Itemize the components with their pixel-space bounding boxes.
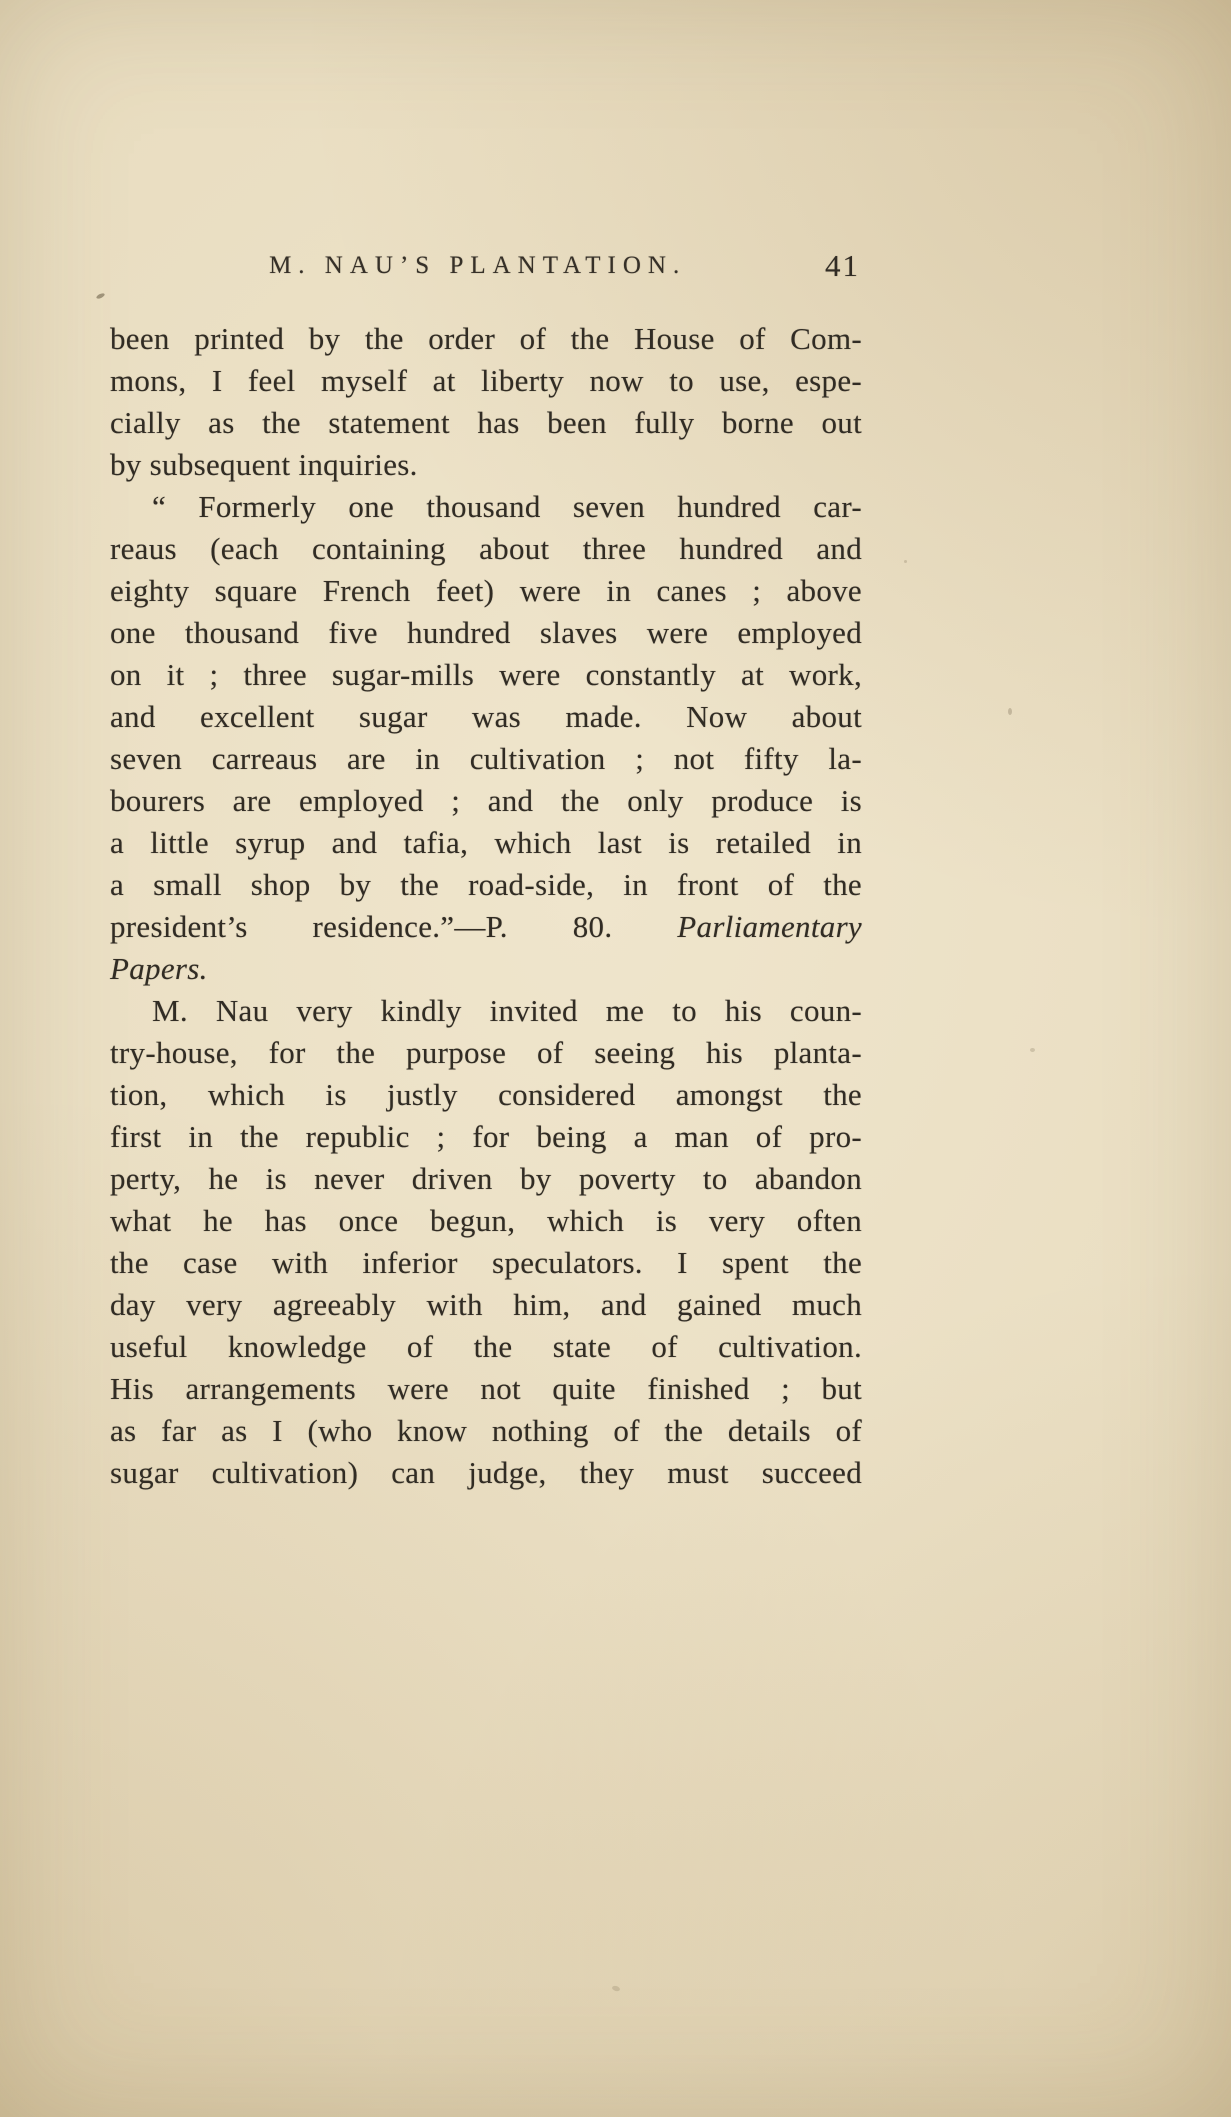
text-segment: as far as I (who know nothing of the details of [110, 1413, 862, 1448]
page-number: 41 [825, 248, 860, 283]
text-line [110, 1032, 862, 1074]
paper-speck [904, 560, 907, 563]
text-segment: been printed by the order of the House of Com- [110, 321, 862, 356]
text-line [110, 486, 862, 528]
text-line [110, 906, 862, 948]
text-line [110, 738, 862, 780]
text-segment: by subsequent inquiries. [110, 447, 418, 482]
text-segment: day very agreeably with him, and gained much [110, 1287, 862, 1322]
italic-text-segment: Parliamentary [677, 909, 862, 944]
text-segment: useful knowledge of the state of cultivation. [110, 1329, 862, 1364]
text-segment: on it ; three sugar-mills were constantly at work, [110, 657, 862, 692]
text-segment: president’s residence.”—P. 80. [110, 909, 678, 944]
text-segment: try-house, for the purpose of seeing his planta- [110, 1035, 862, 1070]
text-line [110, 822, 862, 864]
text-line [110, 1158, 862, 1200]
text-segment: a little syrup and tafia, which last is retailed in [110, 825, 862, 860]
running-header [110, 248, 862, 294]
text-line [110, 948, 862, 990]
text-line [110, 1410, 862, 1452]
text-line [110, 990, 862, 1032]
text-segment: and excellent sugar was made. Now about [110, 699, 862, 734]
text-segment: one thousand five hundred slaves were employed [110, 615, 862, 650]
text-line [110, 1284, 862, 1326]
text-segment: bourers are employed ; and the only produce is [110, 783, 862, 818]
body-text [110, 318, 862, 1494]
text-segment: sugar cultivation) can judge, they must succeed [110, 1455, 862, 1490]
text-line [110, 528, 862, 570]
text-line [110, 1200, 862, 1242]
text-segment: perty, he is never driven by poverty to abandon [110, 1161, 862, 1196]
text-segment: eighty square French feet) were in canes ; above [110, 573, 862, 608]
text-segment: the case with inferior speculators. I spent the [110, 1245, 862, 1280]
text-line [110, 696, 862, 738]
paper-speck [611, 1985, 620, 1992]
text-segment: mons, I feel myself at liberty now to use, espe- [110, 363, 862, 398]
paper-speck [1030, 1048, 1035, 1052]
text-line [110, 864, 862, 906]
text-line [110, 402, 862, 444]
running-header-title: M. NAU’S PLANTATION. [269, 252, 687, 279]
text-segment: reaus (each containing about three hundred and [110, 531, 862, 566]
text-line [110, 1326, 862, 1368]
text-line [110, 1368, 862, 1410]
text-line [110, 444, 862, 486]
text-segment: “ Formerly one thousand seven hundred car- [152, 489, 862, 524]
text-segment: a small shop by the road-side, in front of the [110, 867, 862, 902]
text-line [110, 1242, 862, 1284]
text-line [110, 1116, 862, 1158]
text-segment: first in the republic ; for being a man of pro- [110, 1119, 862, 1154]
text-line [110, 570, 862, 612]
text-segment: seven carreaus are in cultivation ; not fifty la- [110, 741, 862, 776]
text-line [110, 654, 862, 696]
text-line [110, 360, 862, 402]
text-line [110, 1452, 862, 1494]
text-block [110, 248, 862, 1494]
paper-speck [96, 292, 106, 299]
italic-text-segment: Papers. [110, 951, 208, 986]
text-line [110, 780, 862, 822]
text-segment: His arrangements were not quite finished ; but [110, 1371, 862, 1406]
text-line [110, 1074, 862, 1116]
text-segment: M. Nau very kindly invited me to his coun- [152, 993, 862, 1028]
text-line [110, 318, 862, 360]
text-segment: cially as the statement has been fully borne out [110, 405, 862, 440]
text-line [110, 612, 862, 654]
text-segment: what he has once begun, which is very often [110, 1203, 862, 1238]
paper-speck [1008, 708, 1012, 715]
text-segment: tion, which is justly considered amongst the [110, 1077, 862, 1112]
